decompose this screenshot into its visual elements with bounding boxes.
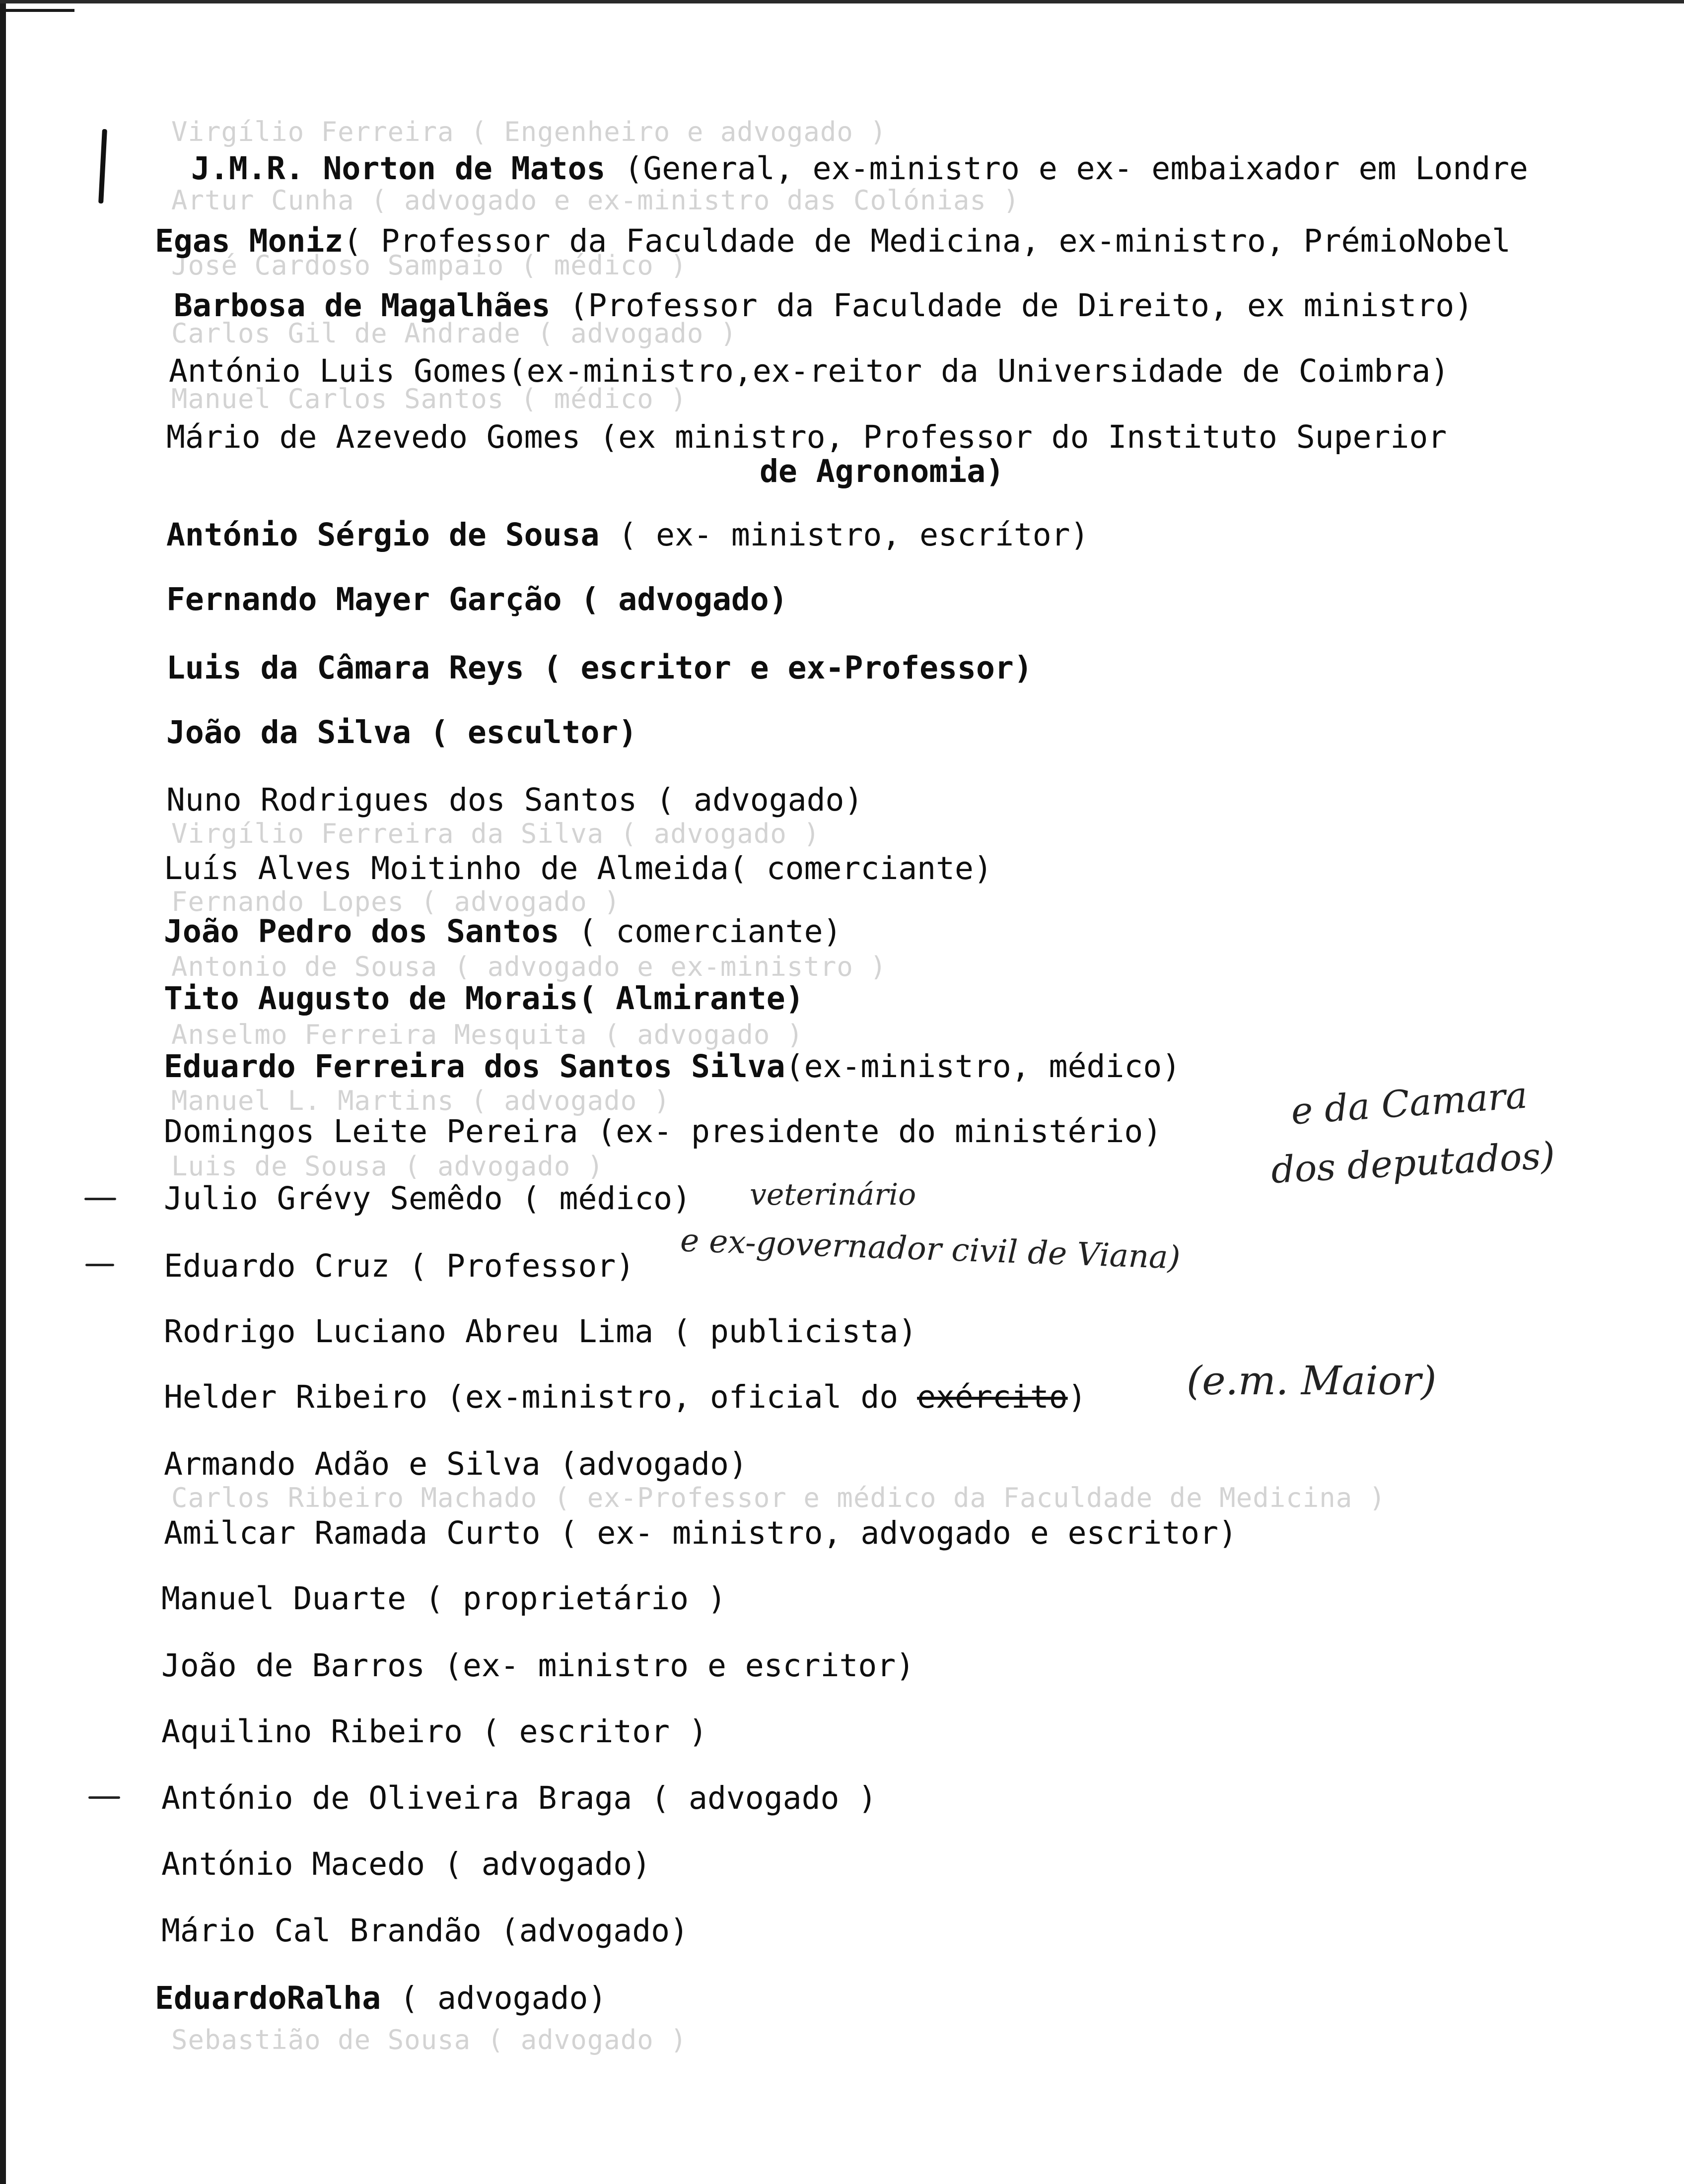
entry-name: António Luis Gomes <box>169 353 508 389</box>
list-entry <box>161 1580 726 1618</box>
entry-name: António Macedo <box>161 1846 425 1882</box>
list-entry <box>155 222 1511 260</box>
entry-details: ( Professor) <box>390 1248 635 1284</box>
scan-edge-top <box>0 0 1684 3</box>
bleed-through-line: Manuel Carlos Santos ( médico ) <box>171 383 687 414</box>
margin-dash <box>88 1796 120 1799</box>
entry-details: ( Almirante) <box>578 980 804 1017</box>
list-entry <box>164 1113 1162 1151</box>
entry-name: Armando Adão e Silva <box>164 1446 541 1482</box>
entry-details-end: ) <box>1067 1379 1087 1415</box>
entry-name: EduardoRalha <box>155 1980 381 2016</box>
entry-details: ( proprietário ) <box>406 1580 726 1617</box>
entry-details: ( advogado) <box>561 581 788 617</box>
margin-dash <box>84 1198 116 1200</box>
entry-details: (ex- presidente do ministério) <box>578 1113 1162 1150</box>
entry-name: João de Barros <box>161 1647 425 1684</box>
entry-details: ( advogado) <box>637 782 863 818</box>
handwritten-note: (e.m. Maior) <box>1187 1358 1437 1404</box>
bleed-through-line: Anselmo Ferreira Mesquita ( advogado ) <box>171 1019 804 1050</box>
entry-name: Julio Grévy Semêdo <box>164 1180 503 1217</box>
list-entry <box>161 1845 651 1883</box>
list-entry <box>166 781 863 819</box>
entry-details: (advogado) <box>540 1446 748 1482</box>
entry-name: J.M.R. Norton de Matos <box>191 150 606 187</box>
list-entry <box>164 1445 748 1483</box>
entry-details: ( escritor e ex-Professor) <box>524 650 1033 686</box>
margin-mark <box>98 129 107 204</box>
entry-name: Manuel Duarte <box>161 1580 407 1617</box>
margin-dash <box>85 1264 114 1266</box>
list-entry <box>164 1378 1087 1416</box>
list-entry-continuation: de Agronomia) <box>760 453 1005 489</box>
entry-details: ( escultor) <box>411 714 637 751</box>
list-entry <box>174 287 1473 325</box>
list-entry <box>161 1779 877 1817</box>
handwritten-note: veterinário <box>750 1177 916 1212</box>
entry-details: ( médico) <box>502 1180 692 1217</box>
list-entry <box>161 1647 914 1685</box>
entry-details: (ex-ministro, oficial do <box>427 1379 917 1415</box>
entry-name: Domingos Leite Pereira <box>164 1113 578 1150</box>
handwritten-note: e da Camara <box>1289 1074 1529 1133</box>
entry-details: ( publicista) <box>653 1313 917 1350</box>
list-entry <box>155 1979 607 2017</box>
entry-details: (advogado) <box>481 1912 689 1949</box>
handwritten-note: dos deputados) <box>1270 1134 1556 1192</box>
entry-name: Nuno Rodrigues dos Santos <box>166 782 637 818</box>
entry-details: ( Professor da Faculdade de Medicina, ex-ministro, PrémioNobel <box>343 223 1511 259</box>
list-entry <box>169 352 1449 390</box>
bleed-through-line: Artur Cunha ( advogado e ex-ministro das Colónias ) <box>171 185 1020 216</box>
bleed-through-line: Antonio de Sousa ( advogado e ex-ministro ) <box>171 951 887 982</box>
bleed-through-line: Luis de Sousa ( advogado ) <box>171 1151 604 1182</box>
list-entry <box>164 1247 634 1285</box>
handwritten-note: e ex-governador civil de Viana) <box>680 1222 1181 1277</box>
entry-name: Tito Augusto de Morais <box>164 980 578 1017</box>
entry-details: ( ex- ministro, escrítor) <box>599 517 1089 553</box>
list-entry <box>166 516 1089 554</box>
entry-name: Eduardo Cruz <box>164 1248 390 1284</box>
list-entry <box>164 1514 1237 1552</box>
entry-name: Luís Alves Moitinho de Almeida <box>164 850 729 887</box>
entry-name: Amilcar Ramada Curto <box>164 1515 541 1551</box>
bleed-through-line: Carlos Gil de Andrade ( advogado ) <box>171 318 737 349</box>
entry-details: ( advogado) <box>425 1846 651 1882</box>
list-entry <box>166 418 1447 456</box>
entry-name: Barbosa de Magalhães <box>174 287 551 324</box>
entry-name: António Sérgio de Sousa <box>166 517 600 553</box>
entry-details: (ex- ministro e escritor) <box>425 1647 915 1684</box>
bleed-through-line: Carlos Ribeiro Machado ( ex-Professor e médico da Faculdade de Medicina ) <box>171 1482 1386 1513</box>
scan-edge-speck <box>0 9 74 12</box>
entry-name: João Pedro dos Santos <box>164 913 560 950</box>
entry-details: (Professor da Faculdade de Direito, ex ministro) <box>550 287 1474 324</box>
list-entry <box>164 850 992 887</box>
list-entry <box>161 1713 707 1751</box>
list-entry <box>166 714 637 751</box>
bleed-through-line: Fernando Lopes ( advogado ) <box>171 886 621 917</box>
entry-name: Mário de Azevedo Gomes <box>166 419 581 455</box>
list-entry <box>164 913 842 951</box>
bleed-through-line: Virgílio Ferreira da Silva ( advogado ) <box>171 818 820 849</box>
list-entry <box>166 649 1033 687</box>
entry-details: (ex-ministro, médico) <box>785 1048 1181 1085</box>
struck-word: exército <box>917 1379 1068 1415</box>
entry-name: Aquilino Ribeiro <box>161 1713 463 1750</box>
entry-name: Eduardo Ferreira dos Santos Silva <box>164 1048 785 1085</box>
entry-name: João da Silva <box>166 714 412 751</box>
entry-details: ( advogado ) <box>632 1780 877 1816</box>
entry-name: António de Oliveira Braga <box>161 1780 632 1816</box>
list-entry <box>164 980 804 1018</box>
list-entry <box>164 1048 1181 1086</box>
entry-details: ( comerciante) <box>728 850 992 887</box>
list-entry <box>164 1180 691 1218</box>
entry-name: Helder Ribeiro <box>164 1379 428 1415</box>
entry-name: Mário Cal Brandão <box>161 1912 482 1949</box>
entry-details: (General, ex-ministro e ex- embaixador em Londre <box>605 150 1528 187</box>
entry-details: (ex-ministro,ex-reitor da Universidade de Coimbra) <box>507 353 1450 389</box>
entry-details: (ex ministro, Professor do Instituto Superior <box>580 419 1447 455</box>
entry-details: ( advogado) <box>381 1980 607 2016</box>
bleed-through-line: Sebastião de Sousa ( advogado ) <box>171 2024 687 2055</box>
entry-name: Rodrigo Luciano Abreu Lima <box>164 1313 654 1350</box>
bleed-through-line: Virgílio Ferreira ( Engenheiro e advogado ) <box>171 116 887 147</box>
list-entry <box>161 1912 689 1950</box>
entry-name: Fernando Mayer Garção <box>166 581 562 617</box>
bleed-through-line: José Cardoso Sampaio ( médico ) <box>171 250 687 281</box>
entry-name: Luis da Câmara Reys <box>166 650 524 686</box>
entry-details: ( comerciante) <box>559 913 842 950</box>
list-entry <box>166 581 788 618</box>
list-entry <box>164 1313 917 1351</box>
bleed-through-line: Manuel L. Martins ( advogado ) <box>171 1085 671 1116</box>
entry-details: ( escritor ) <box>462 1713 707 1750</box>
scan-edge-left <box>0 0 6 2184</box>
entry-name: Egas Moniz <box>155 223 344 259</box>
list-entry <box>191 150 1528 188</box>
entry-details: ( ex- ministro, advogado e escritor) <box>540 1515 1237 1551</box>
